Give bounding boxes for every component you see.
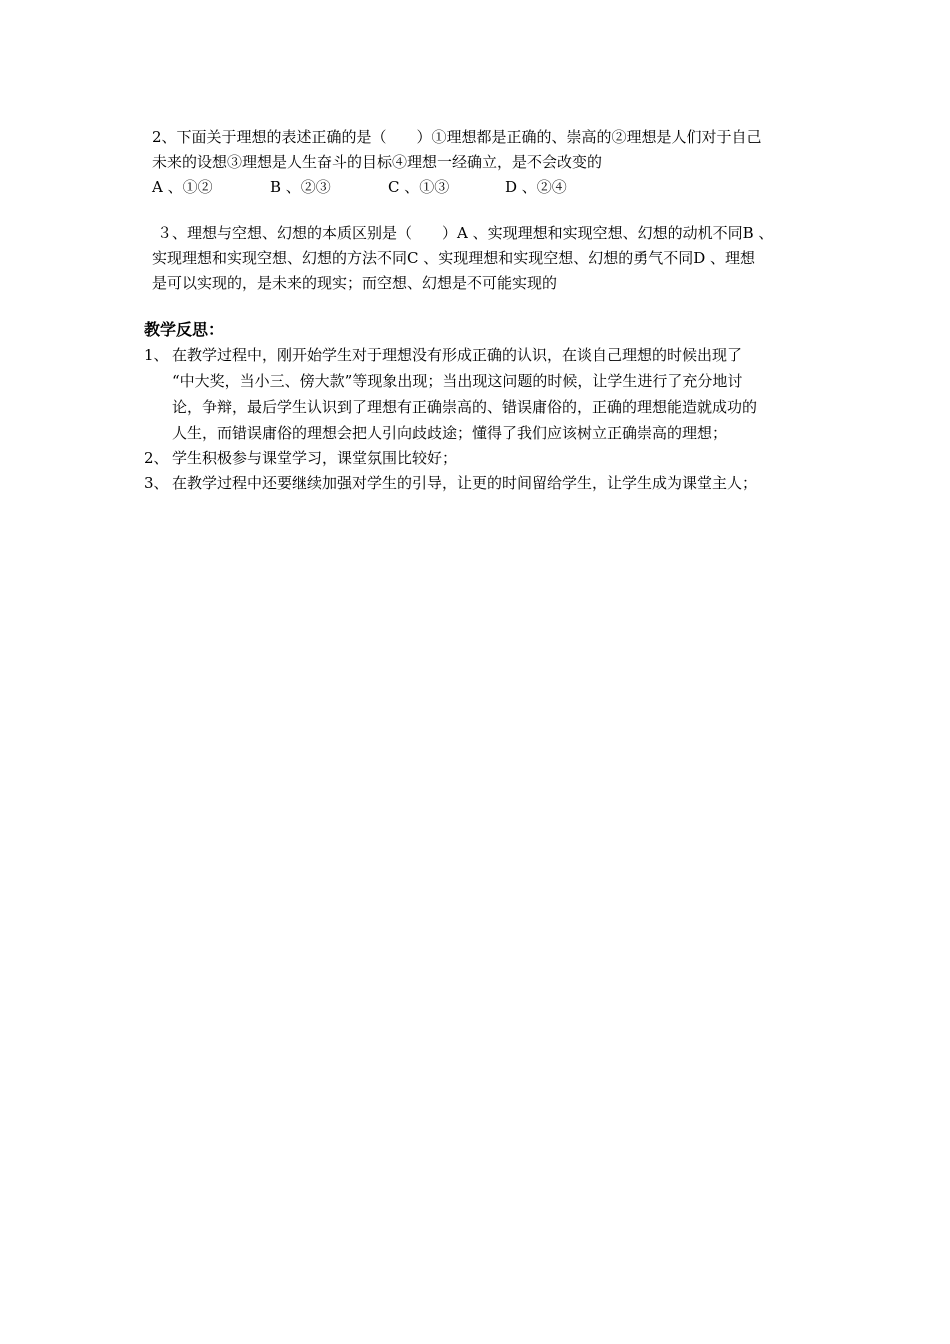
item-1-line-4: 人生，而错误庸俗的理想会把人引向歧歧途；懂得了我们应该树立正确崇高的理想； — [172, 424, 728, 442]
option-c: C 、①③ — [388, 178, 450, 196]
item-1-line-2: “中大奖，当小三、傍大款”等现象出现；当出现这问题的时候，让学生进行了充分地讨 — [172, 372, 743, 390]
option-b: B 、②③ — [270, 178, 331, 196]
item-3-line-1: 在教学过程中还要继续加强对学生的引导，让更的时间留给学生，让学生成为课堂主人； — [172, 474, 758, 492]
item-1-line-3: 论，争辩，最后学生认识到了理想有正确崇高的、错误庸俗的，正确的理想能造就成功的 — [172, 398, 758, 416]
option-d: D 、②④ — [505, 178, 567, 196]
item-number: 2、 — [144, 449, 169, 467]
item-2-line-1: 学生积极参与课堂学习，课堂氛围比较好； — [172, 449, 458, 467]
item-number: 1、 — [144, 346, 169, 364]
question-2-stem-line-2: 未来的设想③理想是人生奋斗的目标④理想一经确立，是不会改变的 — [152, 153, 603, 171]
question-2-stem-line-1: 2、下面关于理想的表述正确的是（ ）①理想都是正确的、崇高的②理想是人们对于自己 — [152, 128, 762, 146]
item-number: 3、 — [144, 474, 169, 492]
question-3-line-1: ３、理想与空想、幻想的本质区别是（ ）A 、实现理想和实现空想、幻想的动机不同B 、 — [157, 224, 774, 242]
item-1-line-1: 在教学过程中，刚开始学生对于理想没有形成正确的认识，在谈自己理想的时候出现了 — [172, 346, 743, 364]
option-a: A 、①② — [152, 178, 213, 196]
question-3-line-3: 是可以实现的，是未来的现实；而空想、幻想是不可能实现的 — [152, 274, 558, 292]
question-3-line-2: 实现理想和实现空想、幻想的方法不同C 、实现理想和实现空想、幻想的勇气不同D 、理想 — [152, 249, 756, 267]
reflection-heading: 教学反思： — [144, 320, 225, 339]
